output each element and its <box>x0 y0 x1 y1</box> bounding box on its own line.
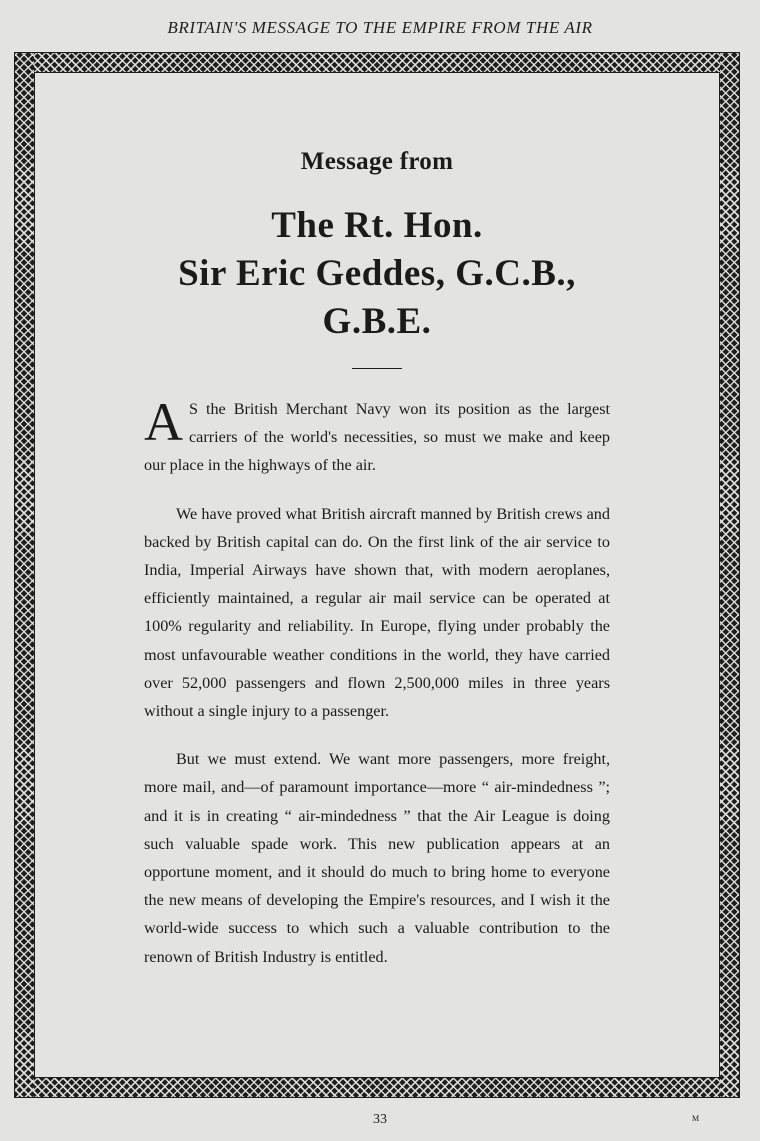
page-number: 33 <box>373 1112 387 1127</box>
title-name-line-2: Sir Eric Geddes, G.C.B., <box>178 253 576 294</box>
running-head: BRITAIN'S MESSAGE TO THE EMPIRE FROM THE AIR <box>167 18 593 37</box>
message-content <box>144 148 610 991</box>
paragraph-1 <box>144 392 610 480</box>
printer-mark: M <box>692 1114 700 1123</box>
title-name-line-3: G.B.E. <box>322 301 432 342</box>
paragraph-1-text: S the British Merchant Navy won its position as the largest carriers of the world's necessities, so must we make and keep our place in the highways of the air. <box>144 400 610 475</box>
title-divider <box>352 368 402 369</box>
paragraph-3: But we must extend. We want more passengers, more freight, more mail, and—of paramount importance—more “ air-mindedness ”; and it is in creating “ air-mindedness ” that the Air League is doing such valuable spade work. This new publication appears at an opportune moment, and it should do much to bring home to everyone the new means of developing the Empire's resources, and I wish it the world-wide success to which such a valuable contribution to the renown of British Industry is entitled. <box>144 750 610 966</box>
drop-cap: A <box>144 392 183 452</box>
title-name-line-1: The Rt. Hon. <box>271 205 483 246</box>
message-from-heading: Message from <box>300 148 454 175</box>
paragraph-2: We have proved what British aircraft manned by British crews and backed by British capital can do. On the first link of the air service to India, Imperial Airways have shown that, with modern aeroplanes, efficiently maintained, a regular air mail service can be operated at 100% regularity and reliability. In Europe, flying under probably the most unfavourable weather conditions in the world, they have carried over 52,000 passengers and flown 2,500,000 miles in three years without a single injury to a passenger. <box>144 504 610 721</box>
